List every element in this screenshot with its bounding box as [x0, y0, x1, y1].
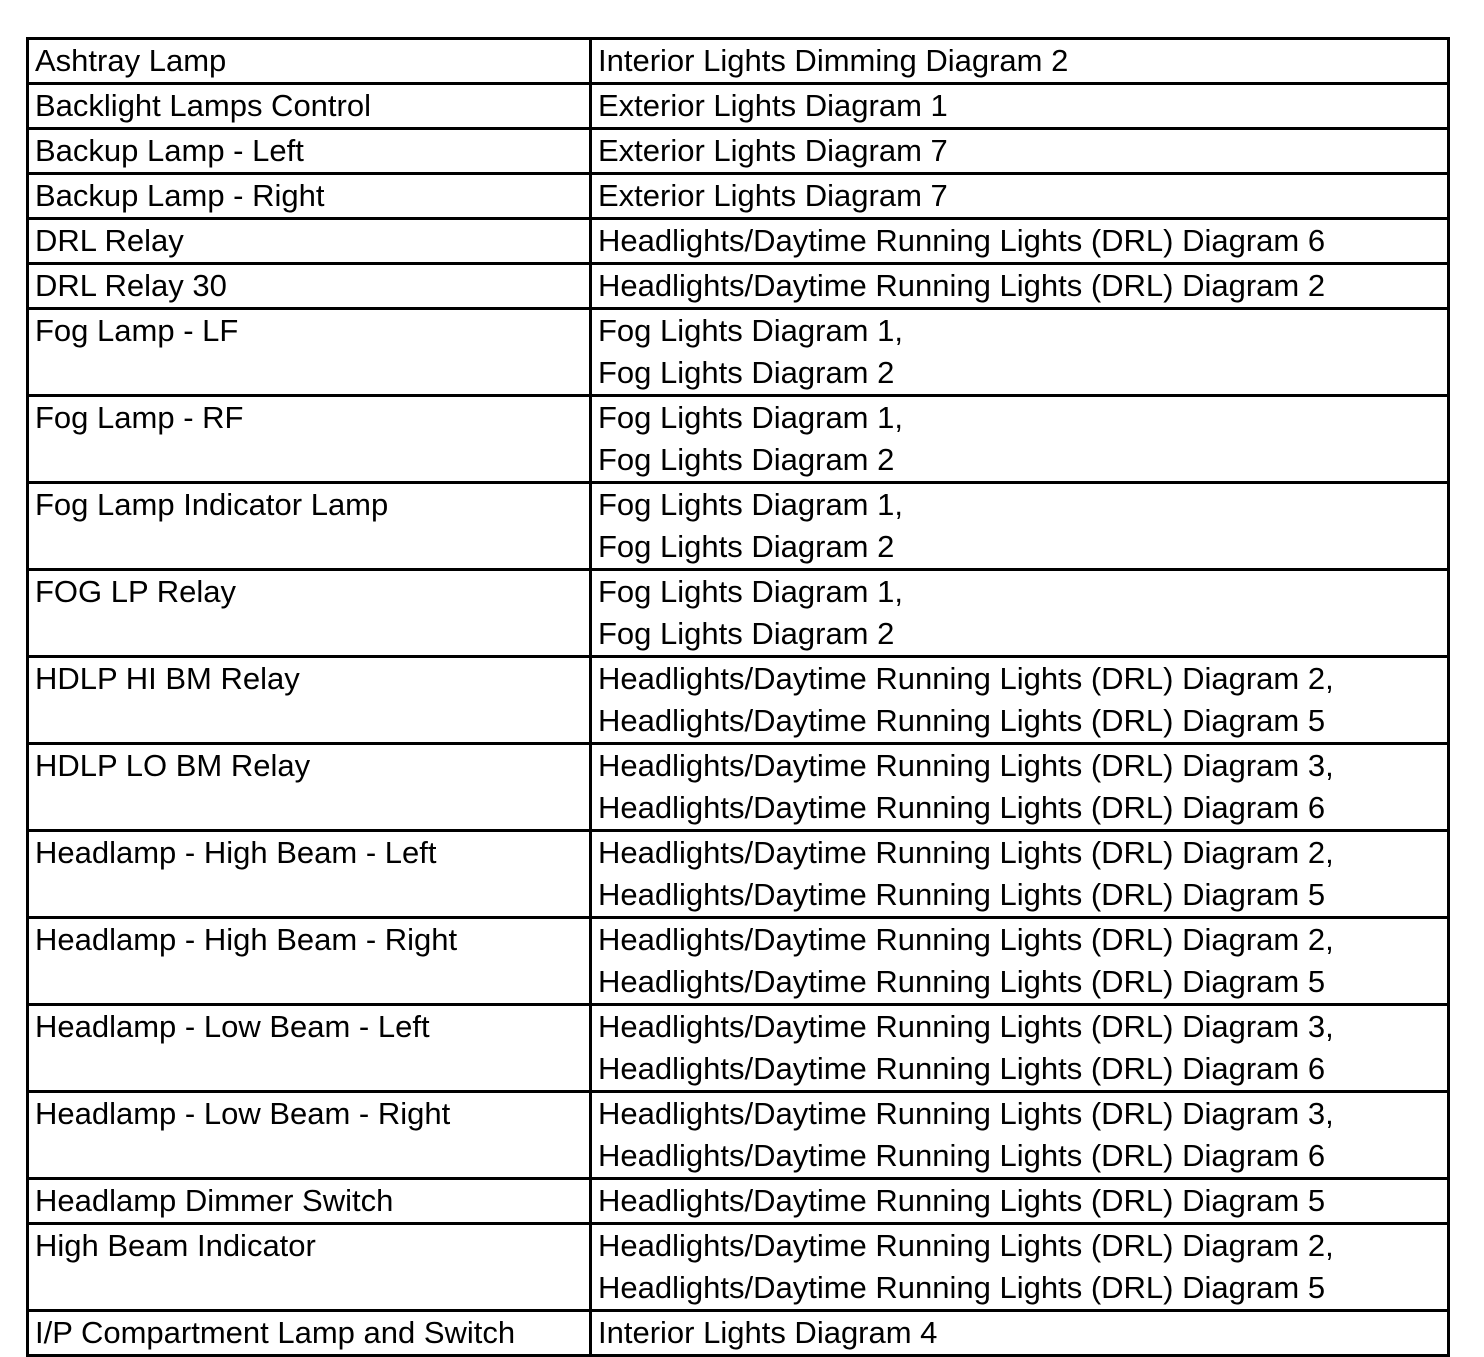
- diagram-reference: Fog Lights Diagram 1,: [598, 487, 903, 522]
- diagram-reference: Headlights/Daytime Running Lights (DRL) Diagram 5: [598, 877, 1326, 912]
- table-row: [28, 219, 1449, 264]
- diagram-cell: [591, 84, 1449, 129]
- component-name: FOG LP Relay: [35, 574, 237, 609]
- diagram-reference: Headlights/Daytime Running Lights (DRL) Diagram 5: [598, 1270, 1326, 1305]
- diagram-reference: Fog Lights Diagram 1,: [598, 313, 903, 348]
- component-name: Backup Lamp - Left: [35, 133, 304, 168]
- table-row: [28, 1311, 1449, 1356]
- component-cell: [28, 219, 591, 264]
- component-cell: [28, 483, 591, 570]
- table-row: [28, 309, 1449, 396]
- diagram-reference: Headlights/Daytime Running Lights (DRL) Diagram 6: [598, 223, 1326, 258]
- diagram-cell: [591, 174, 1449, 219]
- component-name: Headlamp - High Beam - Left: [35, 835, 437, 870]
- diagram-cell: [591, 1092, 1449, 1179]
- diagram-reference: Fog Lights Diagram 2: [598, 529, 895, 564]
- component-name: Ashtray Lamp: [35, 43, 227, 78]
- diagram-reference: Headlights/Daytime Running Lights (DRL) Diagram 2,: [598, 922, 1334, 957]
- component-name: DRL Relay: [35, 223, 184, 258]
- diagram-cell: [591, 483, 1449, 570]
- diagram-cell: [591, 657, 1449, 744]
- table-row: [28, 264, 1449, 309]
- component-name: DRL Relay 30: [35, 268, 227, 303]
- table-row: [28, 174, 1449, 219]
- component-cell: [28, 1179, 591, 1224]
- component-cell: [28, 129, 591, 174]
- component-cell: [28, 264, 591, 309]
- table-row: [28, 570, 1449, 657]
- diagram-reference: Headlights/Daytime Running Lights (DRL) Diagram 5: [598, 964, 1326, 999]
- component-cell: [28, 39, 591, 84]
- component-cell: [28, 657, 591, 744]
- diagram-reference: Headlights/Daytime Running Lights (DRL) Diagram 3,: [598, 748, 1334, 783]
- diagram-cell: [591, 1224, 1449, 1311]
- table-body: [28, 39, 1449, 1356]
- diagram-reference: Headlights/Daytime Running Lights (DRL) Diagram 3,: [598, 1009, 1334, 1044]
- table-row: [28, 1092, 1449, 1179]
- diagram-reference: Fog Lights Diagram 2: [598, 442, 895, 477]
- component-diagram-table: [26, 37, 1450, 1357]
- component-cell: [28, 744, 591, 831]
- diagram-cell: [591, 39, 1449, 84]
- table-row: [28, 129, 1449, 174]
- diagram-reference: Headlights/Daytime Running Lights (DRL) Diagram 3,: [598, 1096, 1334, 1131]
- diagram-reference: Headlights/Daytime Running Lights (DRL) Diagram 2,: [598, 835, 1334, 870]
- diagram-cell: [591, 831, 1449, 918]
- diagram-cell: [591, 1311, 1449, 1356]
- component-cell: [28, 1311, 591, 1356]
- table-row: [28, 1179, 1449, 1224]
- diagram-reference: Interior Lights Diagram 4: [598, 1315, 938, 1350]
- component-name: I/P Compartment Lamp and Switch: [35, 1315, 516, 1350]
- component-name: Fog Lamp Indicator Lamp: [35, 487, 389, 522]
- diagram-reference: Headlights/Daytime Running Lights (DRL) Diagram 5: [598, 703, 1326, 738]
- component-cell: [28, 1005, 591, 1092]
- component-cell: [28, 570, 591, 657]
- component-name: Fog Lamp - RF: [35, 400, 244, 435]
- component-name: Headlamp - High Beam - Right: [35, 922, 458, 957]
- component-name: Headlamp Dimmer Switch: [35, 1183, 394, 1218]
- component-cell: [28, 1224, 591, 1311]
- diagram-cell: [591, 918, 1449, 1005]
- diagram-reference: Exterior Lights Diagram 7: [598, 178, 948, 213]
- component-name: HDLP HI BM Relay: [35, 661, 300, 696]
- diagram-reference: Exterior Lights Diagram 7: [598, 133, 948, 168]
- component-name: Headlamp - Low Beam - Right: [35, 1096, 451, 1131]
- diagram-cell: [591, 1179, 1449, 1224]
- diagram-reference: Headlights/Daytime Running Lights (DRL) Diagram 2,: [598, 1228, 1334, 1263]
- component-cell: [28, 396, 591, 483]
- diagram-reference: Fog Lights Diagram 1,: [598, 400, 903, 435]
- table-row: [28, 396, 1449, 483]
- table-row: [28, 84, 1449, 129]
- diagram-cell: [591, 744, 1449, 831]
- component-name: Backup Lamp - Right: [35, 178, 325, 213]
- diagram-reference: Fog Lights Diagram 2: [598, 355, 895, 390]
- diagram-reference: Headlights/Daytime Running Lights (DRL) Diagram 6: [598, 790, 1326, 825]
- component-name: Headlamp - Low Beam - Left: [35, 1009, 430, 1044]
- diagram-reference: Interior Lights Dimming Diagram 2: [598, 43, 1069, 78]
- table-row: [28, 483, 1449, 570]
- table-row: [28, 918, 1449, 1005]
- diagram-cell: [591, 129, 1449, 174]
- table-row: [28, 1224, 1449, 1311]
- diagram-reference: Headlights/Daytime Running Lights (DRL) Diagram 6: [598, 1138, 1326, 1173]
- diagram-cell: [591, 396, 1449, 483]
- component-cell: [28, 918, 591, 1005]
- diagram-reference: Headlights/Daytime Running Lights (DRL) Diagram 6: [598, 1051, 1326, 1086]
- table-row: [28, 39, 1449, 84]
- diagram-reference: Fog Lights Diagram 2: [598, 616, 895, 651]
- component-cell: [28, 84, 591, 129]
- diagram-cell: [591, 570, 1449, 657]
- component-name: Backlight Lamps Control: [35, 88, 371, 123]
- component-name: High Beam Indicator: [35, 1228, 316, 1263]
- component-name: HDLP LO BM Relay: [35, 748, 311, 783]
- component-cell: [28, 309, 591, 396]
- diagram-reference: Fog Lights Diagram 1,: [598, 574, 903, 609]
- diagram-reference: Exterior Lights Diagram 1: [598, 88, 948, 123]
- diagram-cell: [591, 1005, 1449, 1092]
- component-name: Fog Lamp - LF: [35, 313, 239, 348]
- diagram-reference: Headlights/Daytime Running Lights (DRL) Diagram 5: [598, 1183, 1326, 1218]
- table-row: [28, 1005, 1449, 1092]
- diagram-cell: [591, 264, 1449, 309]
- diagram-cell: [591, 219, 1449, 264]
- table-row: [28, 831, 1449, 918]
- diagram-reference: Headlights/Daytime Running Lights (DRL) Diagram 2: [598, 268, 1326, 303]
- diagram-reference: Headlights/Daytime Running Lights (DRL) Diagram 2,: [598, 661, 1334, 696]
- table-row: [28, 657, 1449, 744]
- component-cell: [28, 174, 591, 219]
- component-cell: [28, 1092, 591, 1179]
- diagram-cell: [591, 309, 1449, 396]
- component-cell: [28, 831, 591, 918]
- table-row: [28, 744, 1449, 831]
